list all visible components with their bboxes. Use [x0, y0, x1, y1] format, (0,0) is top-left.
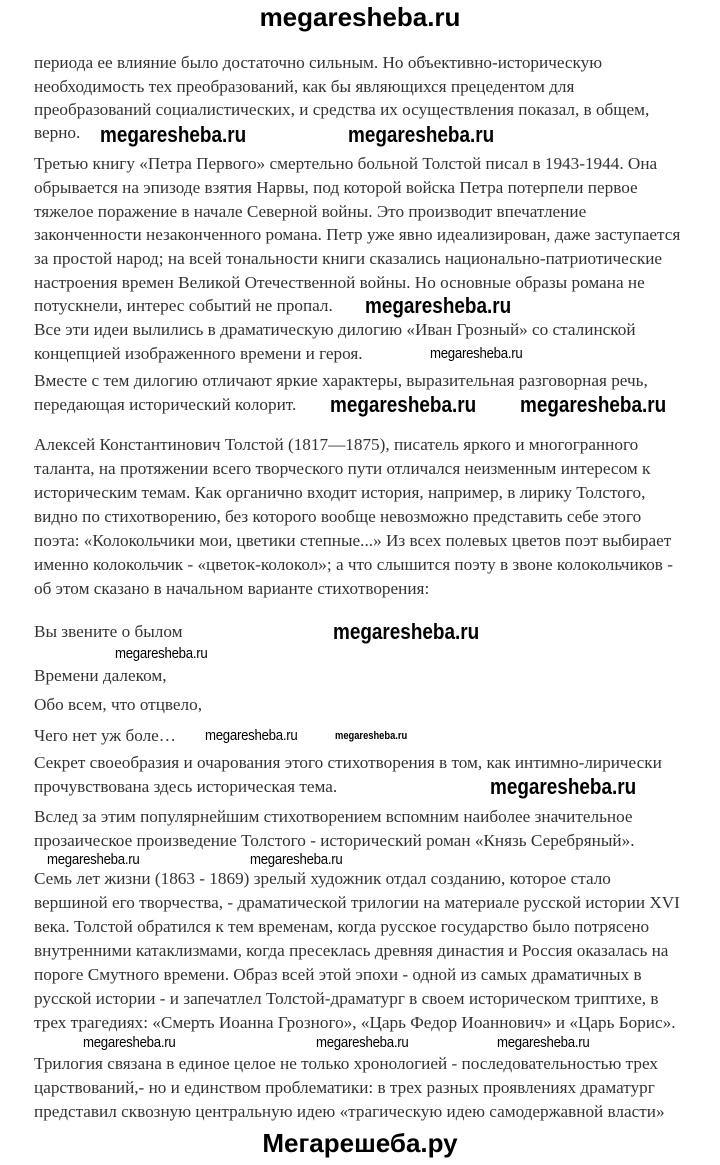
watermark: megaresheba.ru [83, 1034, 176, 1051]
header-site-title: megaresheba.ru [259, 2, 461, 32]
text-line: настроения времен Великой Отечественной войны. Но основные образы романа не [34, 273, 645, 292]
watermark: megaresheba.ru [115, 645, 208, 662]
text-line: Семь лет жизни (1863 - 1869) зрелый художник отдал созданию, которое стало [34, 869, 611, 888]
text-line: поэта: «Колокольчики мои, цветики степные...» Из всех полевых цветов поэт выбирает [34, 531, 672, 550]
text-line: законченности незаконченного романа. Петр уже явно идеализирован, даже заступается [34, 225, 681, 244]
text-line: концепцией изображенного времени и героя. [34, 344, 363, 363]
watermark: megaresheba.ru [250, 851, 343, 868]
text-line: видно по стихотворению, без которого вообще невозможно представить себе этого [34, 507, 642, 526]
text-line: именно колокольчик - «цветок-колокол»; а что слышится поэту в звоне колокольчиков - [34, 555, 673, 574]
text-line: Вместе с тем дилогию отличают яркие характеры, выразительная разговорная речь, [34, 371, 648, 390]
text-line: века. Толстой обратился к тем временам, когда русское государство было потрясено [34, 917, 650, 936]
text-line: тяжелое поражение в начале Северной войны. Это производит впечатление [34, 202, 587, 221]
text-line: таланта, на протяжении всего творческого пути отличался неизменным интересом к [34, 459, 651, 478]
watermark: megaresheba.ru [520, 392, 667, 417]
watermark: megaresheba.ru [100, 122, 247, 147]
text-line: вершиной его творчества, - драматической трилогии на материале русской истории XVI [34, 893, 680, 912]
text-line: Времени далеком, [34, 666, 167, 685]
text-line: внутренними катаклизмами, когда пресеклась древняя династия и Россия оказалась на [34, 941, 669, 960]
watermark: megaresheba.ru [47, 851, 140, 868]
text-line: Третью книгу «Петра Первого» смертельно больной Толстой писал в 1943-1944. Она [34, 154, 658, 173]
text-line: потускнели, интерес событий не пропал. [34, 296, 333, 315]
text-line: Обо всем, что отцвело, [34, 695, 203, 714]
text-line: Алексей Константинович Толстой (1817—1875), писатель яркого и многогранного [34, 435, 639, 454]
text-line: пороге Смутного времени. Образ всей этой эпохи - одной из самых драматичных в [34, 965, 642, 984]
text-line: Секрет своеобразия и очарования этого стихотворения в том, как интимно-лирически [34, 753, 662, 772]
text-line: за простой народ; на всей тональности книги сказались национально-патриотические [34, 249, 663, 268]
text-line: периода ее влияние было достаточно сильным. Но объективно-историческую [34, 53, 603, 72]
text-line: царствований,- но и единством проблематики: в трех разных проявлениях драматург [34, 1078, 655, 1097]
watermark: megaresheba.ru [430, 345, 523, 362]
text-line: обрывается на эпизоде взятия Нарвы, под которой войска Петра потерпели первое [34, 178, 638, 197]
watermark: megaresheba.ru [490, 774, 637, 799]
text-line: Трилогия связана в единое целое не только хронологией - последовательностью трех [34, 1054, 658, 1073]
text-line: прочувствована здесь историческая тема. [34, 777, 338, 796]
text-line: историческим темам. Как органично входит история, например, в лирику Толстого, [34, 483, 646, 502]
text-line: Все эти идеи вылились в драматическую дилогию «Иван Грозный» со сталинской [34, 320, 636, 339]
watermark: megaresheba.ru [333, 619, 480, 644]
text-line: Чего нет уж боле… [34, 726, 176, 745]
text-line: преобразований социалистических, и средства их осуществления показал, в общем, [34, 100, 650, 119]
watermark: megaresheba.ru [348, 122, 495, 147]
text-line: русской истории - и запечатлел Толстой-драматург в своем историческом триптихе, в [34, 989, 659, 1008]
watermark: megaresheba.ru [497, 1034, 590, 1051]
text-line: передающая исторический колорит. [34, 395, 297, 414]
watermark: megaresheba.ru [316, 1034, 409, 1051]
text-line: необходимость тех преобразований, как бы являющихся прецедентом для [34, 77, 575, 96]
text-line: Вы звените о былом [34, 622, 183, 641]
text-line: верно. [34, 123, 81, 142]
text-line: представил сквозную центральную идею «трагическую идею самодержавной власти» [34, 1102, 665, 1121]
text-line: Вслед за этим популярнейшим стихотворением вспомним наиболее значительное [34, 807, 633, 826]
watermark: megaresheba.ru [205, 727, 298, 744]
footer-site-title: Мегарешеба.ру [262, 1128, 458, 1158]
text-line: трех трагедиях: «Смерть Иоанна Грозного», «Царь Федор Иоаннович» и «Царь Борис». [34, 1013, 676, 1032]
text-line: прозаическое произведение Толстого - исторический роман «Князь Серебряный». [34, 831, 635, 850]
text-line: об этом сказано в начальном варианте стихотворения: [34, 579, 430, 598]
watermark: megaresheba.ru [335, 730, 408, 742]
watermark: megaresheba.ru [365, 293, 512, 318]
watermark: megaresheba.ru [330, 392, 477, 417]
